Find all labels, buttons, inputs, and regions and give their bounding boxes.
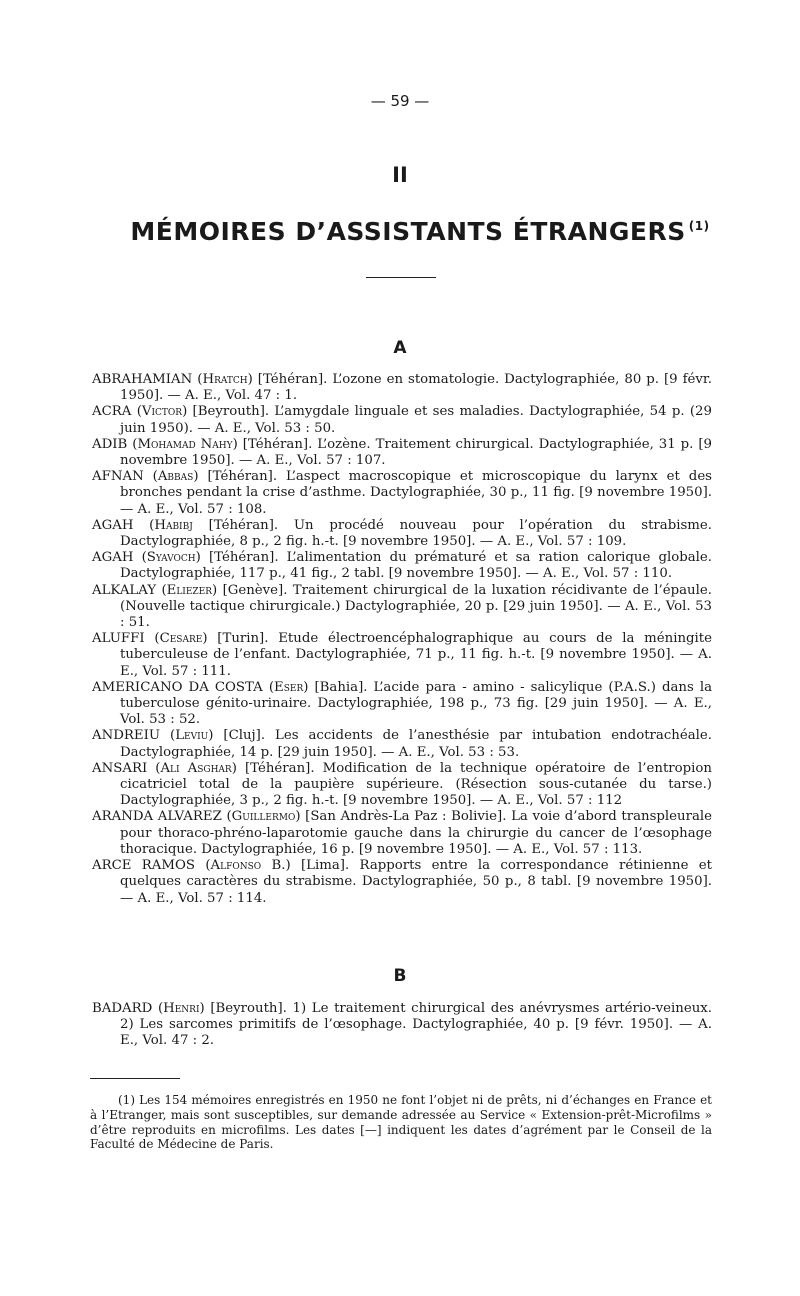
section-number: II <box>392 163 408 187</box>
entry-text: [Téhéran]. L’alimentation du prématuré et sa ration calorique globale. Dactylographiée, 117 p., 41 fig., 2 tabl. [9 novembre 1950]. — A. E., Vol. 57 : 110. <box>120 550 712 582</box>
bibliography-entry <box>92 550 712 582</box>
bibliography-entry <box>92 404 712 436</box>
entry-text: [Cluj]. Les accidents de l’anesthésie par intubation endotrachéale. Dactylographiée, 14 p. [29 juin 1950]. — A. E., Vol. 53 : 53. <box>120 728 712 760</box>
entry-text: [Téhéran]. Un procédé nouveau pour l’opération du strabisme. Dactylographiée, 8 p., 2 fig. h.-t. [9 novembre 1950]. — A. E., Vol. 57 : 109. <box>120 517 713 550</box>
entry-author-given: (Henri) <box>157 1001 205 1016</box>
entry-author-name: ANDREIU <box>92 728 161 744</box>
page-title <box>100 217 740 246</box>
section-letter-a: A <box>393 338 407 358</box>
section-letter-b: B <box>393 966 407 986</box>
bibliography-entry <box>92 437 712 469</box>
entry-author-name: ALKALAY <box>92 582 157 598</box>
entry-text: [San Andrès-La Paz : Bolivie]. La voie d’abord transpleurale pour thoraco-phréno-laparotomie gauche dans la chirurgie du cancer de l’œsophage thoracique. Dactylographiée, 16 p. [9 novembre 1950]. — A. E., Vol. 57 : 113. <box>120 809 712 857</box>
entry-author-name: AMERICANO DA COSTA <box>92 679 263 695</box>
bibliography-entry <box>92 631 712 680</box>
entry-text: [Téhéran]. L’ozone en stomatologie. Dactylographiée, 80 p. [9 févr. 1950]. — A. E., Vol. 47 : 1. <box>120 372 713 404</box>
bibliography-entry <box>92 728 712 760</box>
entry-text: [Turin]. Etude électroencéphalographique au cours de la méningite tuberculeuse de l’enfant. Dactylographiée, 71 p., 11 fig. h.-t. [9 novembre 1950]. — A. E., Vol. 57 : 111. <box>120 631 712 679</box>
entry-author-given: (Guillermo) <box>226 809 301 825</box>
entry-author-name: AFNAN <box>92 469 144 485</box>
entry-author-given: (Alfonso B.) <box>205 858 291 874</box>
entries-list-a <box>92 372 712 907</box>
entry-author-name: ANSARI <box>92 760 148 776</box>
entry-author-given: (Hratch) <box>197 372 253 387</box>
entry-author-name: ARANDA ALVAREZ <box>92 809 222 825</box>
entry-author-given: (Syavoch) <box>141 550 201 566</box>
bibliography-entry <box>92 761 712 810</box>
page-title-text: MÉMOIRES D’ASSISTANTS ÉTRANGERS <box>130 217 686 246</box>
title-divider <box>366 277 436 278</box>
entry-author-name: ACRA <box>92 404 132 420</box>
entry-author-name: ABRAHAMIAN <box>92 372 193 387</box>
entry-text: [Bahia]. L’acide para - amino - salicylique (P.A.S.) dans la tuberculose génito-urinaire. Dactylographiée, 198 p., 73 fig. [29 juin 1950]. — A. E., Vol. 53 : 52. <box>120 679 713 728</box>
entry-author-name: AGAH <box>92 550 134 566</box>
entry-author-given: (Victor) <box>136 404 188 420</box>
entry-author-name: BADARD <box>92 1001 153 1016</box>
entry-author-given: (Mohamad Nahy) <box>132 436 238 452</box>
entries-list-b <box>92 1001 712 1050</box>
entry-text: [Genève]. Traitement chirurgical de la luxation récidivante de l’épaule. (Nouvelle tactique chirurgicale.) Dactylographiée, 20 p. [29 juin 1950]. — A. E., Vol. 53 : 51. <box>120 582 712 631</box>
entry-author-name: ALUFFI <box>92 631 145 647</box>
entry-text: [Lima]. Rapports entre la correspondance rétinienne et quelques caractères du strabisme. Dactylographiée, 50 p., 8 tabl. [9 novembre 1950]. — A. E., Vol. 57 : 114. <box>120 858 712 906</box>
entry-author-given: (Habibj <box>149 517 193 533</box>
entry-author-name: ADIB <box>92 436 128 452</box>
bibliography-entry <box>92 518 712 550</box>
entry-text: [Téhéran]. L’aspect macroscopique et microscopique du larynx et des bronches pendant la crise d’asthme. Dactylographiée, 30 p., 11 fig. [9 novembre 1950]. — A. E., Vol. 57 : 108. <box>120 469 713 517</box>
entry-author-given: (Eliezer) <box>161 582 218 598</box>
bibliography-entry <box>92 858 712 907</box>
entry-author-given: (Leviu) <box>170 728 214 744</box>
entry-author-name: ARCE RAMOS <box>92 858 196 874</box>
entry-text: [Téhéran]. L’ozène. Traitement chirurgical. Dactylographiée, 31 p. [9 novembre 1950]. — A. E., Vol. 57 : 107. <box>120 436 712 469</box>
entry-text: [Téhéran]. Modification de la technique opératoire de l’entropion cicatriciel total de la paupière supérieure. (Résection sous-cutanée du tarse.) Dactylographiée, 3 p., 2 fig. h.-t. [9 novembre 1950]. — A. E., Vol. 57 : 112 <box>120 760 712 809</box>
entry-author-given: (Cesare) <box>154 631 208 647</box>
bibliography-entry <box>92 372 712 404</box>
entry-author-given: (Ali Asghar) <box>155 760 237 776</box>
entry-text: [Beyrouth]. 1) Le traitement chirurgical des anévrysmes artério-veineux. 2) Les sarcomes primitifs de l’œsophage. Dactylographiée, 40 p. [9 févr. 1950]. — A. E., Vol. 47 : 2. <box>120 1001 712 1049</box>
bibliography-entry <box>92 1001 712 1050</box>
entry-text: [Beyrouth]. L’amygdale linguale et ses maladies. Dactylographiée, 54 p. (29 juin 1950). — A. E., Vol. 53 : 50. <box>120 404 712 436</box>
bibliography-entry <box>92 680 712 729</box>
title-footnote-mark: (1) <box>688 219 710 233</box>
entry-author-given: (Abbas) <box>152 469 199 485</box>
bibliography-entry <box>92 469 712 518</box>
footnote-divider <box>90 1078 180 1079</box>
page-number: — 59 — <box>370 92 430 110</box>
footnote: (1) Les 154 mémoires enregistrés en 1950 ne font l’objet ni de prêts, ni d’échanges en France et à l’Etranger, mais sont susceptibles, sur demande adressée au Service « Extension-prêt-Microfilms » d’être reproduits en microfilms. Les dates [—] indiquent les dates d’agrément par le Conseil de la Faculté de Médecine de Paris. <box>90 1093 712 1152</box>
entry-author-name: AGAH <box>92 517 134 533</box>
bibliography-entry <box>92 583 712 632</box>
entry-author-given: (Eser) <box>268 679 309 695</box>
bibliography-entry <box>92 809 712 858</box>
